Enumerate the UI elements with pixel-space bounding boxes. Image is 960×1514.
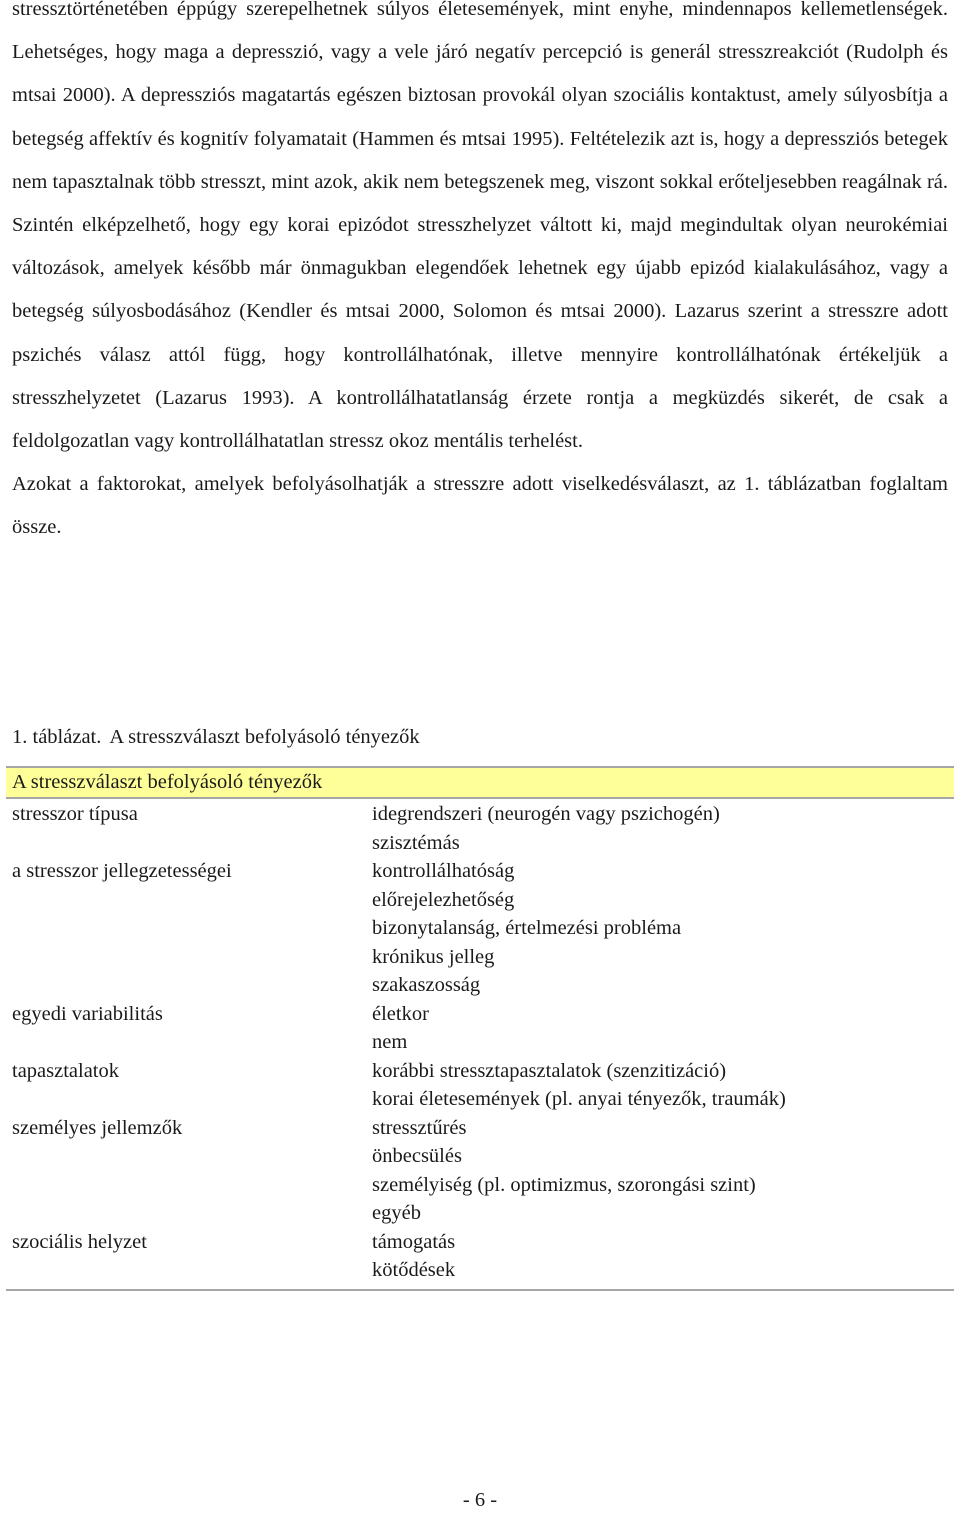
factor-items bbox=[372, 1228, 954, 1285]
factor-label bbox=[6, 1057, 372, 1114]
table-row bbox=[6, 1000, 954, 1057]
factor-item: életkor bbox=[372, 1002, 429, 1025]
factor-label bbox=[6, 857, 372, 1000]
factor-items bbox=[372, 1057, 954, 1114]
factor-label bbox=[6, 1114, 372, 1228]
factor-label-text: személyes jellemzők bbox=[12, 1116, 183, 1139]
table-row bbox=[6, 1228, 954, 1285]
factor-label-text: a stresszor jellegzetességei bbox=[12, 860, 232, 882]
factor-label bbox=[6, 1000, 372, 1057]
page-number: - 6 - bbox=[462, 1489, 498, 1511]
factor-label-text: stresszor típusa bbox=[12, 803, 138, 825]
factor-item: előrejelezhetőség bbox=[372, 888, 515, 911]
factors-table bbox=[6, 766, 954, 1291]
factor-item: kontrollálhatóság bbox=[372, 860, 515, 882]
factor-items bbox=[372, 1000, 954, 1057]
body-paragraph-1: stressztörténetében éppúgy szerepelhetnek súlyos életesemények, mint enyhe, mindennapos kellemetlenségek. Lehetséges, hogy maga a depresszió, vagy a vele járó negatív percepció is generál stresszreakciót (Rudolph és mtsai 2000). A depressziós magatartás egészen biztosan provokál olyan szociális kontaktust, amely súlyosbítja a betegség affektív és kognitív folyamatait (Hammen és mtsai 1995). Feltételezik azt is, hogy a depressziós betegek nem tapasztalnak több stresszt, mint azok, akik nem betegszenek meg, viszont sokkal erőteljesebben reagálnak rá. Szintén elképzelhető, hogy egy korai epizódot stresszhelyzet váltott ki, majd megindultak olyan neurokémiai változások, amelyek később már önmagukban elegendőek lehetnek egy újabb epizód kialakulásához, vagy a betegség súlyosbodásához (Kendler és mtsai 2000, Solomon és mtsai 2000). Lazarus szerint a stresszre adott pszichés válasz attól függ, hogy kontrollálhatónak, illetve mennyire kontrollálhatónak értékeljük a stresszhelyzetet (Lazarus 1993). A kontrollálhatatlanság érzete rontja a megküzdés sikerét, de csak a feldolgozatlan vagy kontrollálhatatlan stressz okoz mentális terhelést. bbox=[12, 0, 948, 453]
table-caption bbox=[12, 722, 420, 752]
factor-item: személyiség (pl. optimizmus, szorongási szint) bbox=[372, 1173, 756, 1196]
factor-items bbox=[372, 1114, 954, 1228]
table-row bbox=[6, 1057, 954, 1114]
factor-item: stressztűrés bbox=[372, 1116, 467, 1139]
document-page bbox=[12, 0, 948, 550]
factor-item: egyéb bbox=[372, 1202, 421, 1224]
factor-item: bizonytalanság, értelmezési probléma bbox=[372, 917, 682, 939]
factor-item: idegrendszeri (neurogén vagy pszichogén) bbox=[372, 803, 720, 825]
factor-item: korábbi stressztapasztalatok (szenzitizáció) bbox=[372, 1059, 727, 1082]
factor-item: krónikus jelleg bbox=[372, 945, 495, 968]
factor-items bbox=[372, 800, 954, 857]
factor-item: szisztémás bbox=[372, 831, 460, 854]
table-row bbox=[6, 1114, 954, 1228]
factor-label bbox=[6, 1228, 372, 1285]
table-row bbox=[6, 857, 954, 1000]
factor-label-text: szociális helyzet bbox=[12, 1230, 147, 1253]
factor-item: támogatás bbox=[372, 1230, 456, 1253]
table-row bbox=[6, 800, 954, 857]
factor-item: önbecsülés bbox=[372, 1145, 462, 1167]
factor-label bbox=[6, 800, 372, 857]
factor-items bbox=[372, 857, 954, 1000]
table-caption-number: 1. táblázat. bbox=[12, 726, 102, 748]
factor-item: kötődések bbox=[372, 1259, 456, 1281]
factor-label-text: egyedi variabilitás bbox=[12, 1002, 163, 1025]
factor-item: nem bbox=[372, 1031, 408, 1053]
factor-item: szakaszosság bbox=[372, 974, 481, 996]
table-header: A stresszválaszt befolyásoló tényezők bbox=[6, 766, 954, 799]
factor-item: korai életesemények (pl. anyai tényezők, traumák) bbox=[372, 1088, 786, 1110]
table-body bbox=[6, 799, 954, 1291]
factor-label-text: tapasztalatok bbox=[12, 1059, 120, 1082]
table-caption-title: A stresszválaszt befolyásoló tényezők bbox=[109, 726, 420, 748]
body-paragraph-2: Azokat a faktorokat, amelyek befolyásolhatják a stresszre adott viselkedésválaszt, az 1. táblázatban foglaltam össze. bbox=[12, 473, 948, 539]
